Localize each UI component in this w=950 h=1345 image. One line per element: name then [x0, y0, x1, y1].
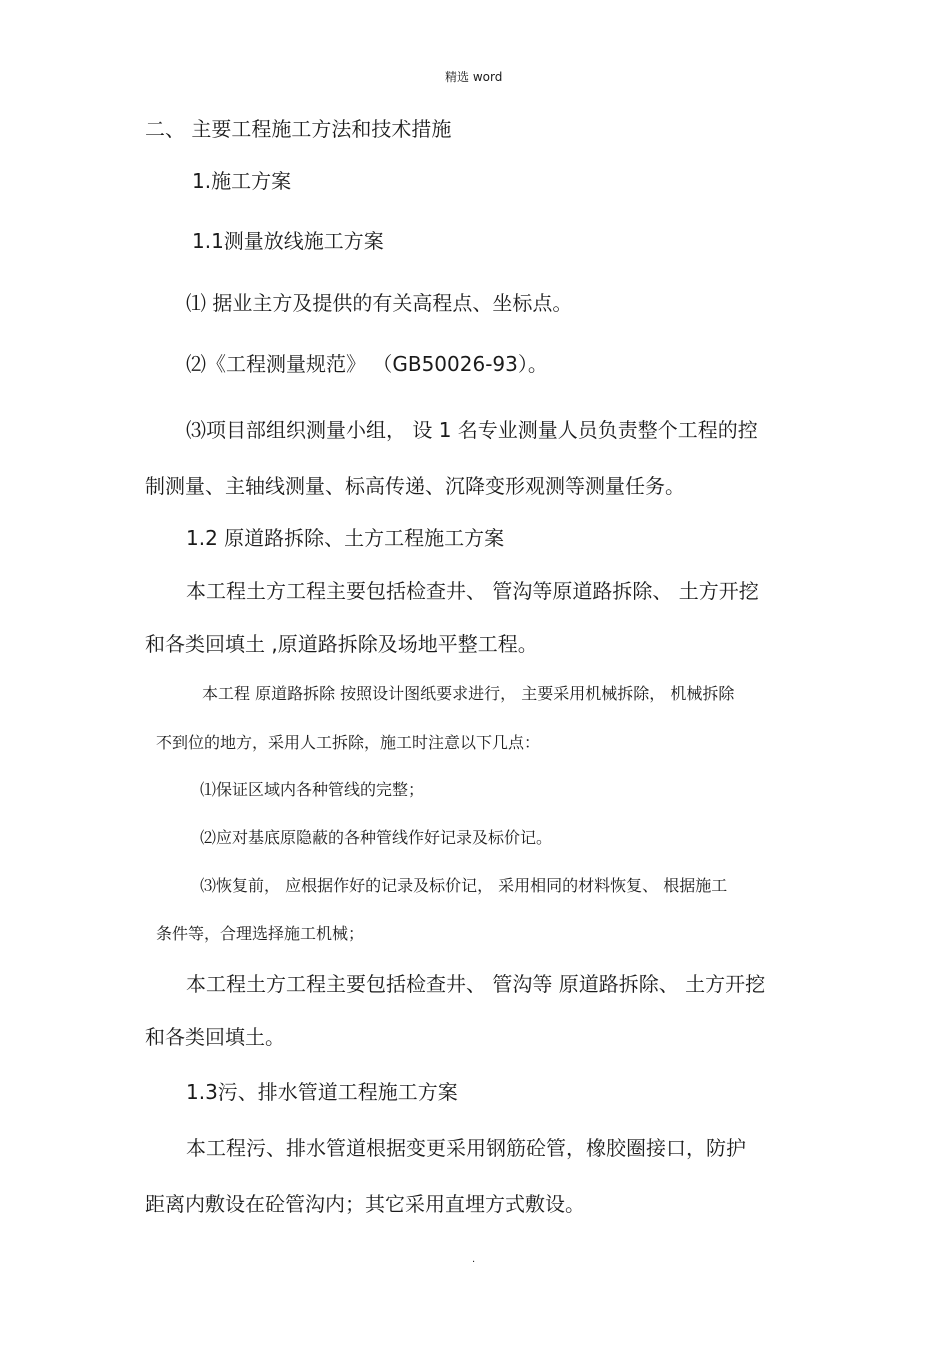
list-item: ⑵《工程测量规范》 （GB50026-93）。	[186, 352, 548, 376]
paragraph-line: 和各类回填土 ,原道路拆除及场地平整工程。	[145, 632, 538, 656]
heading-1-1: 1.1测量放线施工方案	[192, 229, 384, 253]
heading-1: 1.施工方案	[192, 169, 292, 193]
paragraph-line: 不到位的地方，采用人工拆除，施工时注意以下几点：	[156, 733, 541, 752]
paragraph-line: 本工程污、排水管道根据变更采用钢筋砼管，橡胶圈接口，防护	[186, 1136, 746, 1160]
paragraph-line: 本工程土方工程主要包括检查井、 管沟等 原道路拆除、 土方开挖	[186, 972, 766, 996]
paragraph-line: 本工程 原道路拆除 按照设计图纸要求进行， 主要采用机械拆除， 机械拆除	[202, 684, 735, 703]
list-item: ⑵应对基底原隐蔽的各种管线作好记录及标价记。	[200, 828, 553, 847]
heading-1-3: 1.3污、排水管道工程施工方案	[186, 1080, 458, 1104]
paragraph-line: 本工程土方工程主要包括检查井、 管沟等原道路拆除、 土方开挖	[186, 579, 759, 603]
page-header: 精选 word	[445, 70, 503, 84]
paragraph-line: 距离内敷设在砼管沟内；其它采用直埋方式敷设。	[145, 1192, 585, 1216]
paragraph-line: ⑶项目部组织测量小组， 设 1 名专业测量人员负责整个工程的控	[186, 418, 758, 442]
heading-1-2: 1.2 原道路拆除、土方工程施工方案	[186, 526, 505, 550]
list-item: ⑴ 据业主方及提供的有关高程点、坐标点。	[186, 291, 573, 315]
paragraph-line: 制测量、主轴线测量、标高传递、沉降变形观测等测量任务。	[145, 474, 685, 498]
paragraph-line: 条件等，合理选择施工机械；	[156, 924, 365, 943]
list-item: ⑴保证区域内各种管线的完整；	[200, 780, 425, 799]
paragraph-line: 和各类回填土。	[145, 1025, 285, 1049]
list-item: ⑶恢复前， 应根据作好的记录及标价记， 采用相同的材料恢复、 根据施工	[200, 876, 728, 895]
page-footer-mark: .	[472, 1254, 476, 1265]
section-title: 二、 主要工程施工方法和技术措施	[145, 117, 452, 141]
